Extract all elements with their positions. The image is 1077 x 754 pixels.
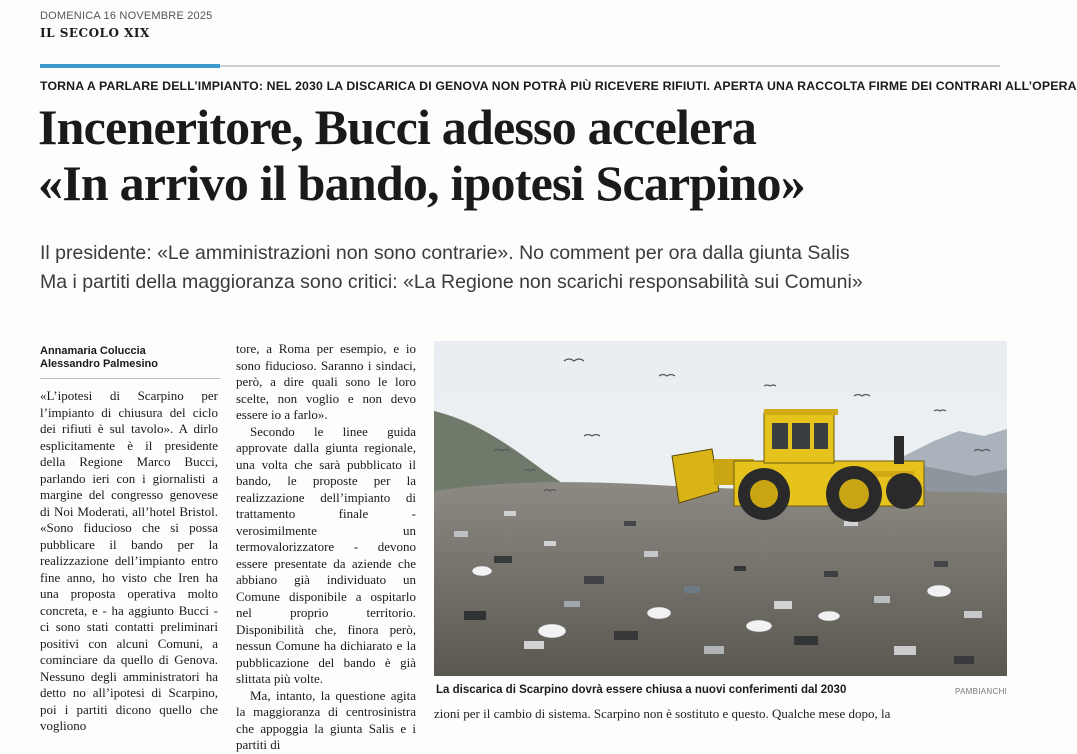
- subheadline-line-2: Ma i partiti della maggioranza sono critici: «La Regione non scarichi responsabilità sui Comuni»: [40, 271, 863, 293]
- paragraph: Secondo le linee guida approvate dalla giunta regionale, una volta che sarà pubblicato il bando, le proposte per la realizzazione dell’impianto di trattamento finale - verosimilmente un termovalorizzatore - devono essere presentate da aziende che abbiano già individuato un Comune disponibile a ospitarlo nel proprio territorio. Disponibilità che, finora però, nessun Comune ha dichiarato e la pubblicazione del bando è già slittata più volte.: [236, 423, 416, 686]
- subheadline-line-1: Il presidente: «Le amministrazioni non sono contrarie». No comment per ora dalla giunta Salis: [40, 242, 850, 264]
- newspaper-name: IL SECOLO XIX: [40, 26, 150, 40]
- subheadline: [40, 239, 1010, 297]
- paragraph: «L’ipotesi di Scarpino per l’impianto di chiusura del ciclo dei rifiuti è sul tavolo». A dirlo esplicitamente è il presidente della Regione Marco Bucci, parlando ieri con i giornalisti a margine del congresso genovese di Noi Moderati, all’hotel Bristol. «Sono fiducioso che si possa pubblicare il bando per la realizzazione dell’impianto entro fine anno, ho visto che Iren ha una proposta operativa molto concreta, e - ha aggiunto Bucci - ci sono stati contatti preliminari positivi con alcuni Comuni, a cominciare da quello di Genova. Nessuno degli amministratori ha detto no all’ipotesi di Scarpino, poi i partiti dicono quello che vogliono: [40, 388, 218, 733]
- photo-credit: PAMBIANCHI: [955, 687, 1008, 696]
- byline: [40, 345, 158, 371]
- article-continuation: zioni per il cambio di sistema. Scarpino non è sostituto e questo. Qualche mese dopo, la: [434, 706, 891, 721]
- headline-line-2: «In arrivo il bando, ipotesi Scarpino»: [38, 155, 805, 211]
- author-2: Alessandro Palmesino: [40, 358, 158, 370]
- paragraph: tore, a Roma per esempio, e io sono fiducioso. Saranno i sindaci, però, a dire quali sono le loro scelte, non voglio e non devo essere io a farlo».: [236, 341, 416, 422]
- section-rule-accent: [40, 64, 220, 68]
- paragraph: Ma, intanto, la questione agita la maggioranza di centrosinistra che appoggia la giunta Salis e i partiti di: [236, 687, 416, 752]
- author-1: Annamaria Coluccia: [40, 345, 146, 357]
- byline-rule: [40, 378, 220, 379]
- article-column-1: [40, 388, 218, 733]
- headline: [38, 99, 1013, 211]
- kicker: TORNA A PARLARE DELL’IMPIANTO: NEL 2030 LA DISCARICA DI GENOVA NON POTRÀ PIÙ RICEVERE RIFIUTI. APERTA UNA RACCOLTA FIRME DEI CONTRARI ALL’OPERA: [40, 79, 1077, 93]
- landfill-photo: [434, 341, 1007, 676]
- article-column-2: [236, 341, 416, 752]
- section-rule: [220, 65, 1000, 67]
- issue-date: DOMENICA 16 NOVEMBRE 2025: [40, 10, 213, 22]
- photo-caption: La discarica di Scarpino dovrà essere chiusa a nuovi conferimenti dal 2030: [436, 684, 847, 696]
- headline-line-1: Inceneritore, Bucci adesso accelera: [38, 99, 757, 155]
